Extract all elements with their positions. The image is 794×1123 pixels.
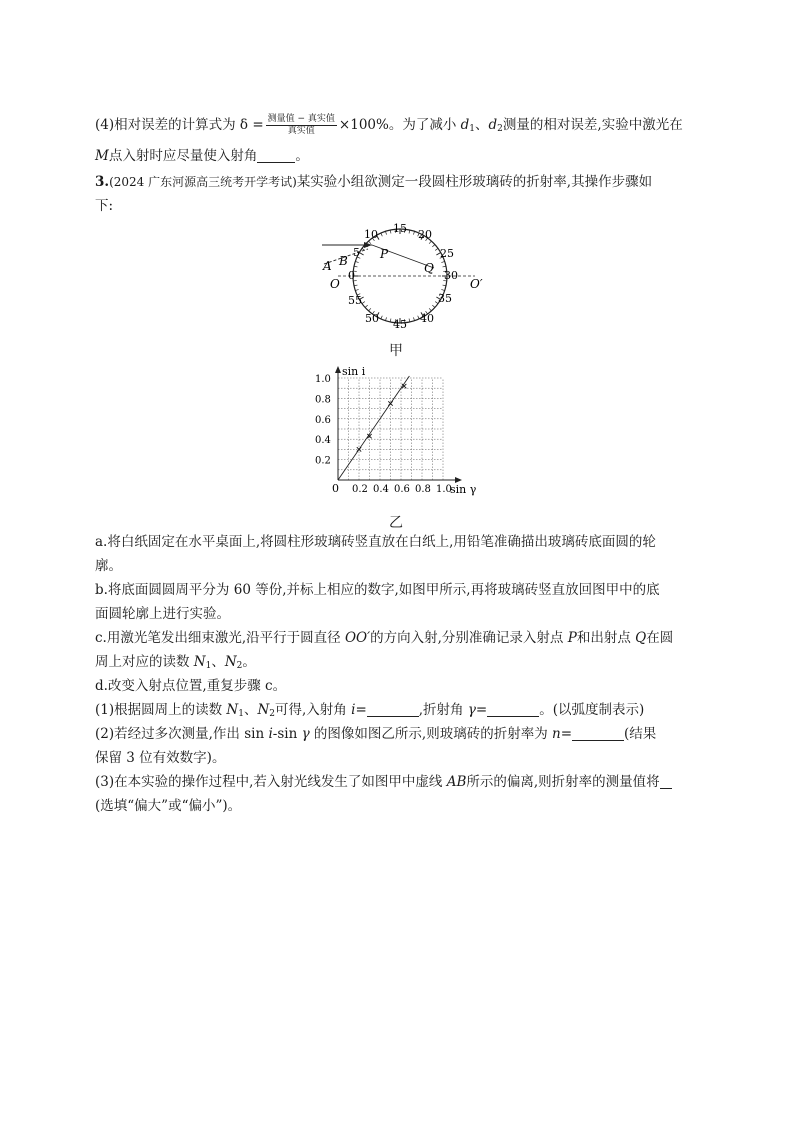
q1-n2-sub: 2	[269, 709, 276, 719]
step-a-text-1: a.将白纸固定在水平桌面上,将圆柱形玻璃砖竖直放在白纸上,用铅笔准确描出玻璃砖底面圆的轮	[95, 534, 656, 550]
fraction-denominator: 真实值	[287, 126, 315, 136]
dial-num-5: 5	[353, 246, 360, 259]
question-3-line-2	[95, 796, 241, 816]
answer-blank-angle[interactable]	[257, 148, 295, 163]
dial-num-45: 45	[393, 318, 407, 331]
q3-pre: (3)在本实验的操作过程中,若入射光线发生了如图甲中虚线	[95, 774, 447, 790]
diameter-symbol: OO′	[344, 630, 371, 646]
step-a-line-1	[95, 532, 656, 552]
label-q: Q	[424, 261, 434, 275]
n2-subscript: 2	[236, 661, 243, 671]
question-3-line-1	[95, 772, 672, 792]
q2-mid: 的图像如图乙所示,则玻璃砖的折射率为	[309, 726, 553, 742]
q3-number: 3.	[95, 174, 110, 190]
q2-line2: 保留 3 位有效数字)。	[95, 750, 226, 766]
figure-yi-chart	[310, 362, 490, 500]
y-tick-label: 0.8	[315, 394, 331, 406]
chart-grid	[338, 378, 443, 480]
q3-end: 所示的偏离,则折射率的测量值将	[466, 774, 660, 790]
answer-blank-refractive-index[interactable]	[572, 726, 624, 741]
dial-num-35: 35	[438, 292, 452, 305]
x-tick-label: 0.2	[352, 484, 368, 495]
step-b-text-1: b.将底面圆圆周平分为 60 等份,并标上相应的数字,如图甲所示,再将玻璃砖竖直放回图甲中的底	[95, 582, 660, 598]
incident-arrow-icon	[364, 242, 372, 248]
q2-gamma: γ	[301, 726, 310, 742]
step-c-sep: 、	[211, 654, 225, 670]
dial-num-25: 25	[440, 247, 454, 260]
question-2-line-1	[95, 724, 656, 744]
q1-gamma: γ	[467, 702, 476, 718]
d2-symbol: d	[488, 117, 498, 133]
q3-source: (2024 广东河源高三统考开学考试)	[109, 175, 297, 189]
q4-line2-end: 。	[295, 148, 309, 164]
step-c-pre: c.用激光笔发出细束激光,沿平行于圆直径	[95, 630, 345, 646]
y-tick-label: 0.6	[315, 414, 331, 426]
q1-mid: 可得,入射角	[275, 702, 352, 718]
label-b: B	[339, 254, 348, 268]
point-q-symbol: Q	[635, 630, 647, 646]
point-p-symbol: P	[567, 630, 577, 646]
q4-prefix: (4)相对误差的计算式为 δ =	[95, 117, 264, 133]
q3-intro-line-2	[95, 196, 113, 216]
y-tick-label: 0.2	[315, 455, 331, 467]
label-p: P	[380, 247, 389, 261]
q2-dash: -sin	[272, 726, 302, 742]
step-d-line	[95, 676, 286, 696]
step-c-line2-pre: 周上对应的读数	[95, 654, 194, 670]
answer-blank-incident-angle[interactable]	[367, 702, 419, 717]
q1-n1: N	[226, 702, 239, 718]
step-c-mid2: 和出射点	[576, 630, 636, 646]
step-b-line-1	[95, 580, 660, 600]
q2-pre: (2)若经过多次测量,作出 sin	[95, 726, 269, 742]
y-axis-arrow-icon	[335, 366, 341, 373]
label-a: A	[323, 259, 332, 273]
q1-eq: =	[355, 702, 367, 718]
step-c-line-2	[95, 652, 256, 676]
step-c-mid: 的方向入射,分别准确记录入射点	[370, 630, 568, 646]
dial-num-0: 0	[348, 269, 355, 282]
dial-num-20: 20	[418, 228, 432, 241]
n1-subscript: 1	[205, 661, 212, 671]
q3-line2: (选填“偏大”或“偏小”)。	[95, 798, 242, 814]
q3-intro-1: 某实验小组欲测定一段圆柱形玻璃砖的折射率,其操作步骤如	[296, 174, 653, 190]
relative-error-fraction	[266, 114, 337, 137]
q1-eq2: =	[475, 702, 488, 718]
n1-symbol: N	[193, 654, 206, 670]
dial-num-15: 15	[393, 222, 407, 235]
q1-pre: (1)根据圆周上的读数	[95, 702, 227, 718]
q1-i: i	[351, 702, 356, 718]
dial-num-30: 30	[444, 269, 458, 282]
q3-ab: AB	[446, 774, 467, 790]
x-tick-label: 0.8	[415, 484, 431, 495]
y-axis-label: sin i	[342, 365, 366, 378]
step-b-line-2	[95, 604, 230, 624]
d1-subscript: 1	[469, 124, 476, 134]
x-tick-label: 1.0	[436, 484, 452, 495]
q3-intro-line-1	[95, 172, 652, 192]
q4-after-frac: ×100%。为了减小	[338, 117, 461, 133]
label-o: O	[330, 277, 340, 291]
n2-symbol: N	[224, 654, 237, 670]
x-tick-label: 0.4	[373, 484, 389, 495]
dial-num-50: 50	[365, 312, 379, 325]
figure-yi-caption: 乙	[389, 515, 403, 531]
question-2-line-2	[95, 748, 225, 768]
q4-sep: 、	[475, 117, 489, 133]
dial-num-40: 40	[420, 312, 434, 325]
q2-i: i	[268, 726, 273, 742]
step-d-text: d.改变入射点位置,重复步骤 c。	[95, 678, 287, 694]
label-o-prime: O′	[470, 277, 483, 291]
fraction-numerator: 测量值 − 真实值	[267, 114, 335, 124]
answer-blank-refraction-angle[interactable]	[487, 702, 539, 717]
q1-end: 。(以弧度制表示)	[539, 702, 645, 718]
point-m: M	[95, 148, 109, 164]
q2-end: (结果	[624, 726, 657, 742]
y-tick-label: 1.0	[315, 374, 331, 385]
x-tick-label: 0.6	[394, 484, 410, 495]
dial-num-55: 55	[348, 294, 362, 307]
q1-n2: N	[257, 702, 270, 718]
answer-blank-bias[interactable]	[660, 774, 672, 789]
step-b-text-2: 面圆轮廓上进行实验。	[95, 606, 230, 622]
q1-sep: 、	[243, 702, 258, 718]
d2-subscript: 2	[497, 124, 503, 134]
d1-symbol: d	[460, 117, 470, 133]
q4-tail: 测量的相对误差,实验中激光在	[502, 117, 683, 133]
q2-eq: =	[560, 726, 573, 742]
q1-n1-sub: 1	[238, 709, 244, 719]
figure-jia-caption: 甲	[389, 343, 403, 359]
q4-line2-text: 点入射时应尽量使入射角	[108, 148, 258, 164]
q1-mid2: ,折射角	[418, 702, 468, 718]
step-c-line-1	[95, 628, 673, 648]
q2-n: n	[552, 726, 561, 742]
y-tick-label: 0.4	[315, 435, 331, 447]
dial-num-10: 10	[364, 228, 378, 241]
step-a-line-2	[95, 556, 122, 576]
q4-line-1	[95, 114, 683, 139]
question-1-line	[95, 700, 644, 724]
q3-intro-2: 下:	[95, 198, 114, 214]
origin-label: 0	[332, 482, 339, 495]
step-a-text-2: 廓。	[95, 558, 122, 574]
q4-line-2	[95, 146, 309, 166]
step-c-line2-end: 。	[242, 654, 256, 670]
step-c-end: 在圆	[646, 630, 674, 646]
figure-jia-dial	[310, 218, 490, 338]
x-axis-label: sin γ	[450, 483, 477, 496]
